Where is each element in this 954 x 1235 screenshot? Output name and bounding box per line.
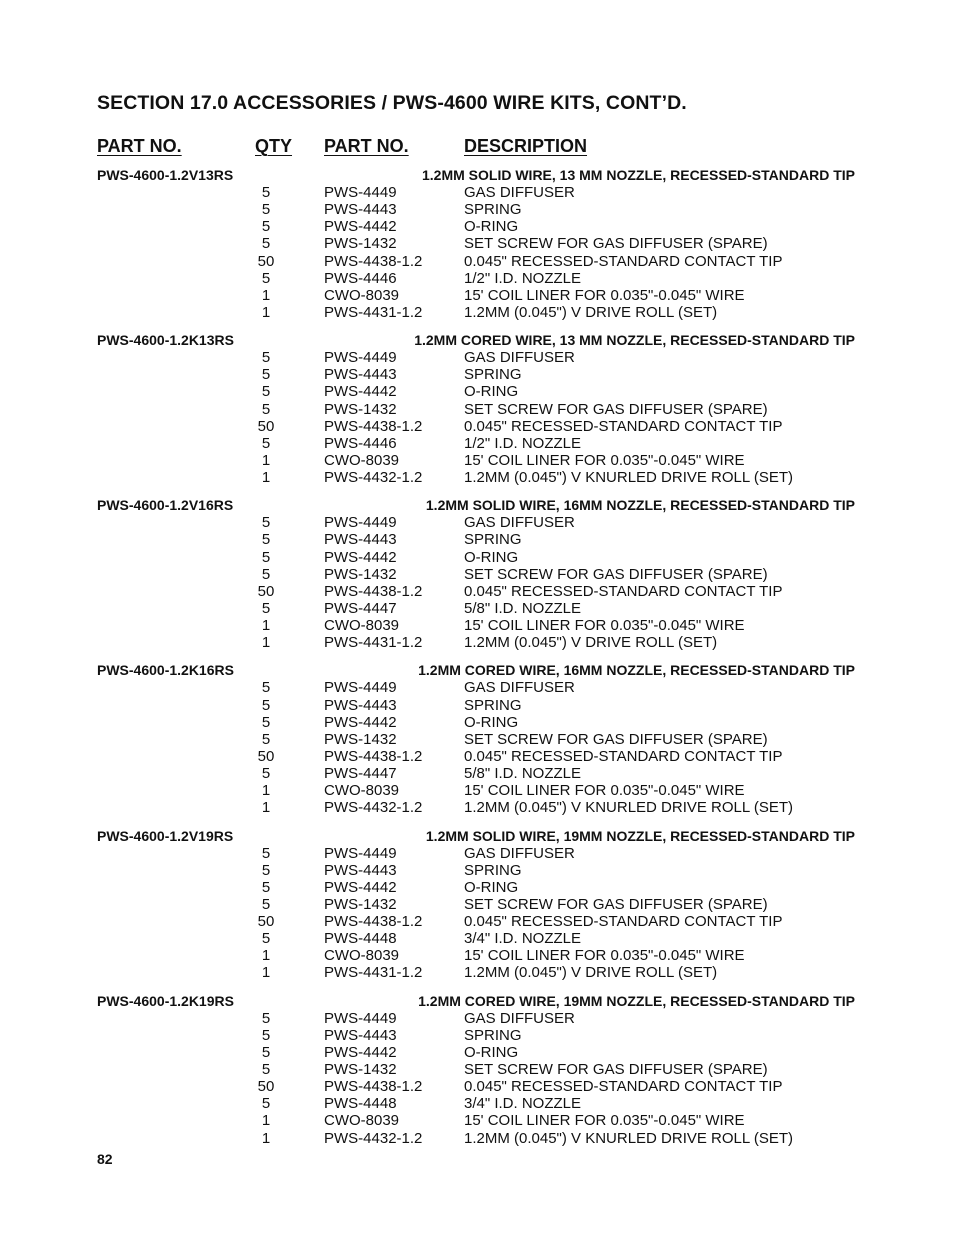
kit-part-number: PWS-4600-1.2K16RS [97, 662, 234, 679]
item-description: O-RING [464, 878, 519, 896]
kit-item-row [97, 799, 857, 816]
kit-item-row [97, 366, 857, 383]
item-description: SET SCREW FOR GAS DIFFUSER (SPARE) [464, 235, 768, 253]
kit-item-row [97, 1044, 857, 1061]
item-description: O-RING [464, 1043, 519, 1061]
item-qty: 5 [261, 184, 271, 201]
kit-item-row [97, 435, 857, 452]
item-qty: 5 [261, 1061, 271, 1079]
kit-item-row [97, 1095, 857, 1112]
kit-item-row [97, 1010, 857, 1027]
item-description: SET SCREW FOR GAS DIFFUSER (SPARE) [464, 565, 768, 583]
item-part-number: CWO-8039 [324, 617, 400, 635]
item-part-number: PWS-1432 [324, 565, 397, 583]
kit-item-row [97, 879, 857, 896]
kit-item-row [97, 617, 857, 634]
kit-section [97, 992, 857, 1147]
kit-item-row [97, 452, 857, 469]
kit-item-row [97, 947, 857, 964]
kit-item-row [97, 253, 857, 270]
item-description: 0.045" RECESSED-STANDARD CONTACT TIP [464, 252, 783, 270]
header-qty: QTY [255, 136, 293, 156]
item-description: 1/2" I.D. NOZZLE [464, 269, 582, 287]
kit-section [97, 166, 857, 321]
item-part-number: PWS-4442 [324, 218, 397, 236]
kit-item-row [97, 714, 857, 731]
item-description: 1.2MM (0.045") V DRIVE ROLL (SET) [464, 634, 718, 652]
item-description: GAS DIFFUSER [464, 349, 575, 367]
item-qty: 5 [261, 269, 271, 287]
item-description: SPRING [464, 861, 522, 879]
item-description: 0.045" RECESSED-STANDARD CONTACT TIP [464, 913, 783, 931]
item-qty: 5 [261, 383, 271, 401]
item-description: 5/8" I.D. NOZZLE [464, 599, 582, 617]
kit-list [97, 166, 857, 1157]
item-part-number: PWS-4443 [324, 861, 397, 879]
item-part-number: CWO-8039 [324, 1112, 400, 1130]
item-qty: 5 [261, 696, 271, 714]
item-part-number: PWS-4438-1.2 [324, 747, 423, 765]
kit-part-number: PWS-4600-1.2V13RS [97, 167, 234, 183]
kit-item-row [97, 1112, 857, 1129]
item-qty: 5 [261, 599, 271, 617]
item-part-number: PWS-4447 [324, 765, 397, 783]
header-part-no: PART NO. [97, 136, 182, 156]
item-part-number: PWS-4447 [324, 599, 397, 617]
item-part-number: PWS-4438-1.2 [324, 1078, 423, 1096]
item-part-number: PWS-4442 [324, 878, 397, 896]
kit-item-row [97, 549, 857, 566]
item-part-number: PWS-4442 [324, 713, 397, 731]
kit-item-row [97, 1130, 857, 1147]
item-description: 15' COIL LINER FOR 0.035"-0.045" WIRE [464, 617, 745, 635]
item-qty: 5 [261, 1026, 271, 1044]
kit-section [97, 496, 857, 651]
item-qty: 50 [257, 913, 275, 931]
item-part-number: PWS-4448 [324, 1095, 397, 1113]
item-qty: 5 [261, 930, 271, 948]
item-qty: 1 [261, 947, 271, 965]
kit-item-row [97, 304, 857, 321]
item-description: SET SCREW FOR GAS DIFFUSER (SPARE) [464, 400, 768, 418]
item-part-number: PWS-4431-1.2 [324, 964, 423, 982]
kit-item-row [97, 201, 857, 218]
item-description: SET SCREW FOR GAS DIFFUSER (SPARE) [464, 1061, 768, 1079]
item-description: GAS DIFFUSER [464, 514, 575, 532]
kit-item-row [97, 731, 857, 748]
item-part-number: PWS-4438-1.2 [324, 913, 423, 931]
item-qty: 5 [261, 713, 271, 731]
item-description: SPRING [464, 1026, 522, 1044]
kit-header [97, 496, 857, 514]
item-description: SPRING [464, 696, 522, 714]
item-description: GAS DIFFUSER [464, 844, 575, 862]
item-qty: 5 [261, 235, 271, 253]
item-qty: 5 [261, 878, 271, 896]
item-qty: 50 [257, 747, 275, 765]
item-qty: 5 [261, 514, 271, 532]
item-description: SPRING [464, 201, 522, 219]
item-description: GAS DIFFUSER [464, 184, 575, 201]
item-qty: 50 [257, 582, 275, 600]
item-qty: 50 [257, 1078, 275, 1096]
kit-item-row [97, 600, 857, 617]
item-qty: 1 [261, 1129, 271, 1147]
kit-item-row [97, 1027, 857, 1044]
kit-item-row [97, 1061, 857, 1078]
item-part-number: PWS-4446 [324, 269, 397, 287]
item-description: 1.2MM (0.045") V DRIVE ROLL (SET) [464, 303, 718, 321]
item-part-number: PWS-4432-1.2 [324, 469, 423, 487]
kit-section [97, 331, 857, 486]
kit-header [97, 166, 857, 184]
item-description: 5/8" I.D. NOZZLE [464, 765, 582, 783]
kit-item-row [97, 964, 857, 981]
item-part-number: PWS-4431-1.2 [324, 303, 423, 321]
item-qty: 5 [261, 565, 271, 583]
item-part-number: PWS-4442 [324, 383, 397, 401]
item-qty: 1 [261, 617, 271, 635]
item-qty: 5 [261, 1043, 271, 1061]
item-description: GAS DIFFUSER [464, 679, 575, 697]
item-part-number: PWS-4443 [324, 696, 397, 714]
kit-part-number: PWS-4600-1.2K13RS [97, 332, 234, 349]
item-description: 1.2MM (0.045") V KNURLED DRIVE ROLL (SET) [464, 1129, 794, 1147]
item-qty: 5 [261, 730, 271, 748]
item-description: 1.2MM (0.045") V KNURLED DRIVE ROLL (SET) [464, 469, 794, 487]
kit-title: 1.2MM SOLID WIRE, 19MM NOZZLE, RECESSED-STANDARD TIP [425, 827, 855, 844]
header-component-part-no: PART NO. [324, 136, 409, 156]
item-part-number: PWS-4432-1.2 [324, 1129, 423, 1147]
kit-item-row [97, 235, 857, 252]
item-part-number: PWS-4448 [324, 930, 397, 948]
item-qty: 5 [261, 861, 271, 879]
item-qty: 1 [261, 964, 271, 982]
item-description: 15' COIL LINER FOR 0.035"-0.045" WIRE [464, 451, 745, 469]
item-qty: 1 [261, 799, 271, 817]
kit-item-row [97, 862, 857, 879]
kit-item-row [97, 514, 857, 531]
item-qty: 1 [261, 303, 271, 321]
item-part-number: PWS-1432 [324, 1061, 397, 1079]
kit-item-row [97, 896, 857, 913]
item-qty: 1 [261, 469, 271, 487]
item-qty: 5 [261, 400, 271, 418]
item-qty: 5 [261, 434, 271, 452]
item-qty: 5 [261, 679, 271, 697]
item-part-number: PWS-4449 [324, 1009, 397, 1027]
page-title: SECTION 17.0 ACCESSORIES / PWS-4600 WIRE KITS, CONT’D. [97, 92, 687, 114]
item-qty: 5 [261, 895, 271, 913]
kit-title: 1.2MM SOLID WIRE, 13 MM NOZZLE, RECESSED-STANDARD TIP [422, 167, 855, 183]
item-part-number: CWO-8039 [324, 782, 400, 800]
item-part-number: PWS-4438-1.2 [324, 252, 423, 270]
item-description: 0.045" RECESSED-STANDARD CONTACT TIP [464, 747, 783, 765]
item-qty: 5 [261, 201, 271, 219]
item-qty: 5 [261, 548, 271, 566]
kit-header [97, 331, 857, 349]
kit-title: 1.2MM CORED WIRE, 19MM NOZZLE, RECESSED-STANDARD TIP [418, 992, 855, 1009]
item-qty: 5 [261, 1095, 271, 1113]
item-qty: 5 [261, 349, 271, 367]
kit-item-row [97, 913, 857, 930]
item-part-number: PWS-4446 [324, 434, 397, 452]
item-part-number: PWS-1432 [324, 730, 397, 748]
item-part-number: PWS-1432 [324, 400, 397, 418]
kit-item-row [97, 270, 857, 287]
item-part-number: CWO-8039 [324, 947, 400, 965]
item-description: 15' COIL LINER FOR 0.035"-0.045" WIRE [464, 782, 745, 800]
item-qty: 5 [261, 1009, 271, 1027]
kit-section [97, 827, 857, 982]
item-description: 1.2MM (0.045") V DRIVE ROLL (SET) [464, 964, 718, 982]
kit-item-row [97, 697, 857, 714]
item-qty: 5 [261, 531, 271, 549]
kit-item-row [97, 401, 857, 418]
kit-item-row [97, 469, 857, 486]
item-description: 15' COIL LINER FOR 0.035"-0.045" WIRE [464, 947, 745, 965]
item-part-number: PWS-4449 [324, 514, 397, 532]
kit-title: 1.2MM CORED WIRE, 13 MM NOZZLE, RECESSED-STANDARD TIP [414, 332, 855, 349]
kit-item-row [97, 748, 857, 765]
item-description: 3/4" I.D. NOZZLE [464, 1095, 582, 1113]
item-qty: 1 [261, 634, 271, 652]
item-description: 0.045" RECESSED-STANDARD CONTACT TIP [464, 417, 783, 435]
item-part-number: CWO-8039 [324, 451, 400, 469]
item-qty: 5 [261, 844, 271, 862]
item-part-number: PWS-4443 [324, 1026, 397, 1044]
item-part-number: PWS-4431-1.2 [324, 634, 423, 652]
item-qty: 5 [261, 765, 271, 783]
item-description: O-RING [464, 548, 519, 566]
item-description: 1.2MM (0.045") V KNURLED DRIVE ROLL (SET) [464, 799, 794, 817]
kit-item-row [97, 634, 857, 651]
kit-part-number: PWS-4600-1.2V19RS [97, 827, 234, 844]
item-qty: 5 [261, 218, 271, 236]
kit-section [97, 661, 857, 816]
item-part-number: PWS-4438-1.2 [324, 582, 423, 600]
item-qty: 50 [257, 417, 275, 435]
kit-part-number: PWS-4600-1.2V16RS [97, 497, 234, 514]
item-part-number: PWS-4443 [324, 366, 397, 384]
item-description: 0.045" RECESSED-STANDARD CONTACT TIP [464, 1078, 783, 1096]
item-qty: 1 [261, 286, 271, 304]
header-description: DESCRIPTION [464, 136, 588, 156]
kit-item-row [97, 583, 857, 600]
kit-item-row [97, 782, 857, 799]
item-description: 3/4" I.D. NOZZLE [464, 930, 582, 948]
kit-item-row [97, 765, 857, 782]
item-description: SET SCREW FOR GAS DIFFUSER (SPARE) [464, 730, 768, 748]
item-qty: 50 [257, 252, 275, 270]
kit-item-row [97, 184, 857, 201]
kit-header [97, 661, 857, 679]
item-description: SET SCREW FOR GAS DIFFUSER (SPARE) [464, 895, 768, 913]
item-qty: 1 [261, 782, 271, 800]
item-qty: 5 [261, 366, 271, 384]
item-part-number: PWS-1432 [324, 895, 397, 913]
kit-item-row [97, 845, 857, 862]
kit-title: 1.2MM CORED WIRE, 16MM NOZZLE, RECESSED-STANDARD TIP [418, 662, 855, 679]
kit-item-row [97, 287, 857, 304]
item-description: O-RING [464, 218, 519, 236]
item-part-number: PWS-4442 [324, 548, 397, 566]
kit-item-row [97, 218, 857, 235]
item-description: O-RING [464, 383, 519, 401]
kit-title: 1.2MM SOLID WIRE, 16MM NOZZLE, RECESSED-STANDARD TIP [425, 497, 855, 514]
item-part-number: PWS-1432 [324, 235, 397, 253]
kit-item-row [97, 383, 857, 400]
kit-item-row [97, 1078, 857, 1095]
item-description: 0.045" RECESSED-STANDARD CONTACT TIP [464, 582, 783, 600]
kit-item-row [97, 418, 857, 435]
item-description: 1/2" I.D. NOZZLE [464, 434, 582, 452]
kit-item-row [97, 679, 857, 696]
kit-header [97, 827, 857, 845]
item-description: SPRING [464, 366, 522, 384]
item-part-number: PWS-4443 [324, 531, 397, 549]
kit-item-row [97, 531, 857, 548]
item-part-number: PWS-4449 [324, 844, 397, 862]
kit-part-number: PWS-4600-1.2K19RS [97, 992, 234, 1009]
item-qty: 1 [261, 1112, 271, 1130]
item-description: SPRING [464, 531, 522, 549]
item-part-number: PWS-4438-1.2 [324, 417, 423, 435]
item-description: 15' COIL LINER FOR 0.035"-0.045" WIRE [464, 286, 745, 304]
kit-item-row [97, 349, 857, 366]
item-part-number: PWS-4443 [324, 201, 397, 219]
item-part-number: PWS-4449 [324, 349, 397, 367]
kit-item-row [97, 930, 857, 947]
item-part-number: PWS-4449 [324, 184, 397, 201]
item-description: GAS DIFFUSER [464, 1009, 575, 1027]
item-part-number: PWS-4432-1.2 [324, 799, 423, 817]
page-number: 82 [97, 1151, 113, 1167]
kit-header [97, 992, 857, 1010]
item-part-number: CWO-8039 [324, 286, 400, 304]
item-part-number: PWS-4449 [324, 679, 397, 697]
item-description: O-RING [464, 713, 519, 731]
item-description: 15' COIL LINER FOR 0.035"-0.045" WIRE [464, 1112, 745, 1130]
item-qty: 1 [261, 451, 271, 469]
item-part-number: PWS-4442 [324, 1043, 397, 1061]
kit-item-row [97, 566, 857, 583]
